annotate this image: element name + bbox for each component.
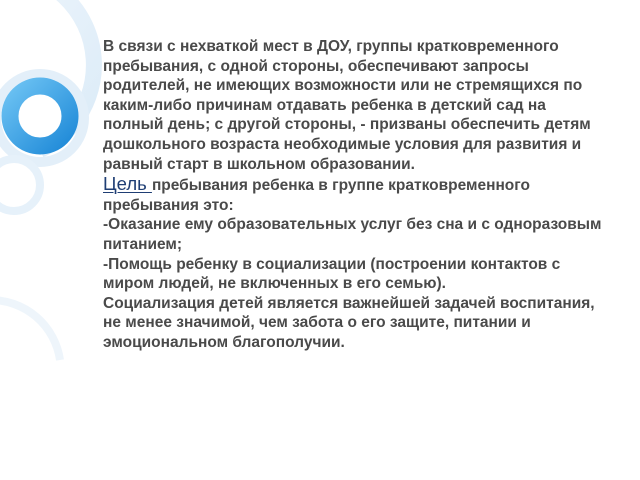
paragraph-intro: В связи с нехваткой мест в ДОУ, группы кратковременного пребывания, с одной стороны, обеспечивают запросы родителей, не имеющих возможности или не стремящихся по каким-либо причинам отдавать ребенка в детский сад на полный день; с другой стороны, - призваны обеспечить детям дошкольного возраста необходимые условия для развития и равный старт в школьном образовании. — [103, 38, 596, 173]
goal-word: Цель — [103, 173, 152, 195]
body-text — [103, 37, 606, 353]
point-1: -Оказание ему образовательных услуг без сна и с одноразовым питанием; — [103, 216, 606, 253]
faint-ring-lower — [0, 300, 60, 360]
blue-ring — [10, 86, 70, 146]
goal-paragraph — [103, 174, 603, 215]
goal-rest: пребывания ребенка в группе кратковременного пребывания это: — [103, 177, 535, 214]
paragraph-outro: Социализация детей является важнейшей задачей воспитания, не менее значимой, чем забота о его защите, питании и эмоциональном благополучии. — [103, 294, 599, 351]
decorative-rings — [0, 0, 120, 480]
point-2: -Помощь ребенку в социализации (построении контактов с миром людей, не включенных в его семью). — [103, 255, 565, 293]
faint-ring-small — [0, 159, 40, 211]
